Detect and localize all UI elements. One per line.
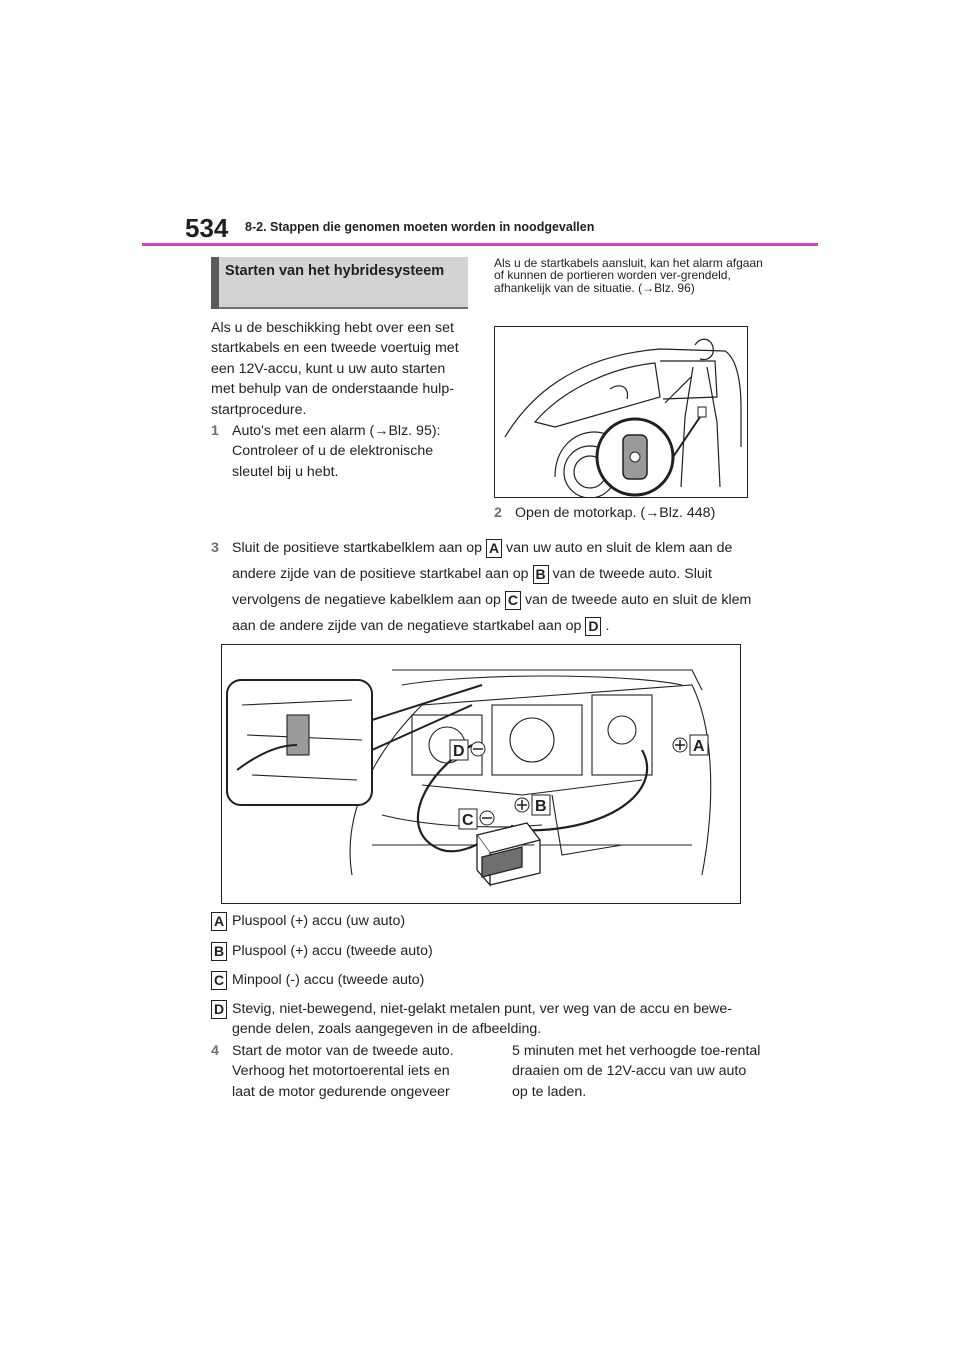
- legend-text-d: Stevig, niet-bewegend, niet-gelakt metalen punt, ver weg van de accu en bewe-gende delen, zoals aangegeven in de afbeelding.: [232, 1001, 733, 1038]
- step-4-continued: 5 minuten met het verhoogde toe-rental draaien om de 12V-accu van uw auto op te laden.: [512, 1043, 761, 1100]
- header-rule: [142, 243, 818, 246]
- step-text-left: Start de motor van de tweede auto. Verhoog het motortoerental iets en laat de motor gedurende ongeveer: [232, 1043, 454, 1100]
- legend-item-d: [211, 999, 771, 1040]
- step-number: 2: [494, 505, 502, 521]
- engine-bay-illustration: [221, 644, 741, 904]
- legend-badge-d: D: [211, 1000, 227, 1019]
- legend-badge-a: A: [211, 912, 227, 931]
- step-2: [494, 503, 764, 523]
- legend-item-c: [211, 970, 771, 990]
- chapter-title: 8-2. Stappen die genomen moeten worden in noodgevallen: [245, 220, 595, 234]
- legend-item-b: [211, 941, 771, 961]
- step-3-text-1: Sluit de positieve startkabelklem aan op: [232, 540, 482, 556]
- booster-battery: [477, 823, 540, 885]
- legend-text-b: Pluspool (+) accu (tweede auto): [232, 943, 433, 959]
- step-3-text-2: van uw auto en sluit de klem aan de andere zijde van de positieve startkabel aan op: [232, 540, 733, 582]
- label-a-badge: A: [486, 539, 502, 558]
- step-text: Open de motorkap. (→Blz. 448): [515, 505, 716, 521]
- engine-label-b: B: [535, 798, 547, 815]
- step-3-text-5: .: [605, 618, 610, 634]
- legend-item-a: [211, 911, 771, 931]
- engine-label-d: D: [453, 743, 465, 760]
- alarm-note: Als u de startkabels aansluit, kan het alarm afgaan of kunnen de portieren worden ver-grendeld, afhankelijk van de situatie. (→Blz. 96): [494, 256, 763, 295]
- label-d-badge: D: [585, 617, 601, 636]
- legend-text-c: Minpool (-) accu (tweede auto): [232, 972, 425, 988]
- step-number: 3: [211, 540, 219, 556]
- step-3-text-4: van de tweede auto en sluit de klem aan de andere zijde van de negatieve startkabel aan op: [232, 592, 752, 634]
- step-3: [211, 535, 771, 639]
- engine-label-c: C: [462, 812, 474, 829]
- step-4: [211, 1041, 471, 1102]
- section-heading-bar: [211, 257, 219, 309]
- section-title: Starten van het hybridesysteem: [225, 263, 445, 279]
- step-text: Auto's met een alarm (→Blz. 95): Controleer of u de elektronische sleutel bij u hebt.: [232, 423, 441, 480]
- step-number: 4: [211, 1043, 219, 1059]
- page-number: 534: [185, 213, 229, 243]
- label-b-badge: B: [533, 565, 549, 584]
- car-door-key-drawing: [495, 327, 747, 497]
- intro-paragraph: Als u de beschikking hebt over een set startkabels en een tweede voertuig met een 12V-accu, kunt u uw auto starten met behulp van de onderstaande hulp-startprocedure.: [211, 320, 459, 418]
- label-c-badge: C: [505, 591, 521, 610]
- legend-text-a: Pluspool (+) accu (uw auto): [232, 913, 406, 929]
- section-heading: [211, 257, 468, 309]
- legend-badge-c: C: [211, 971, 227, 990]
- alarm-illustration: [494, 326, 748, 498]
- step-1: [211, 421, 471, 482]
- step-number: 1: [211, 423, 219, 439]
- legend-badge-b: B: [211, 942, 227, 961]
- engine-label-a: A: [693, 738, 705, 755]
- engine-bay-drawing: [222, 645, 740, 903]
- step-3-text-3: van de tweede auto. Sluit vervolgens de negatieve kabelklem aan op: [232, 566, 712, 608]
